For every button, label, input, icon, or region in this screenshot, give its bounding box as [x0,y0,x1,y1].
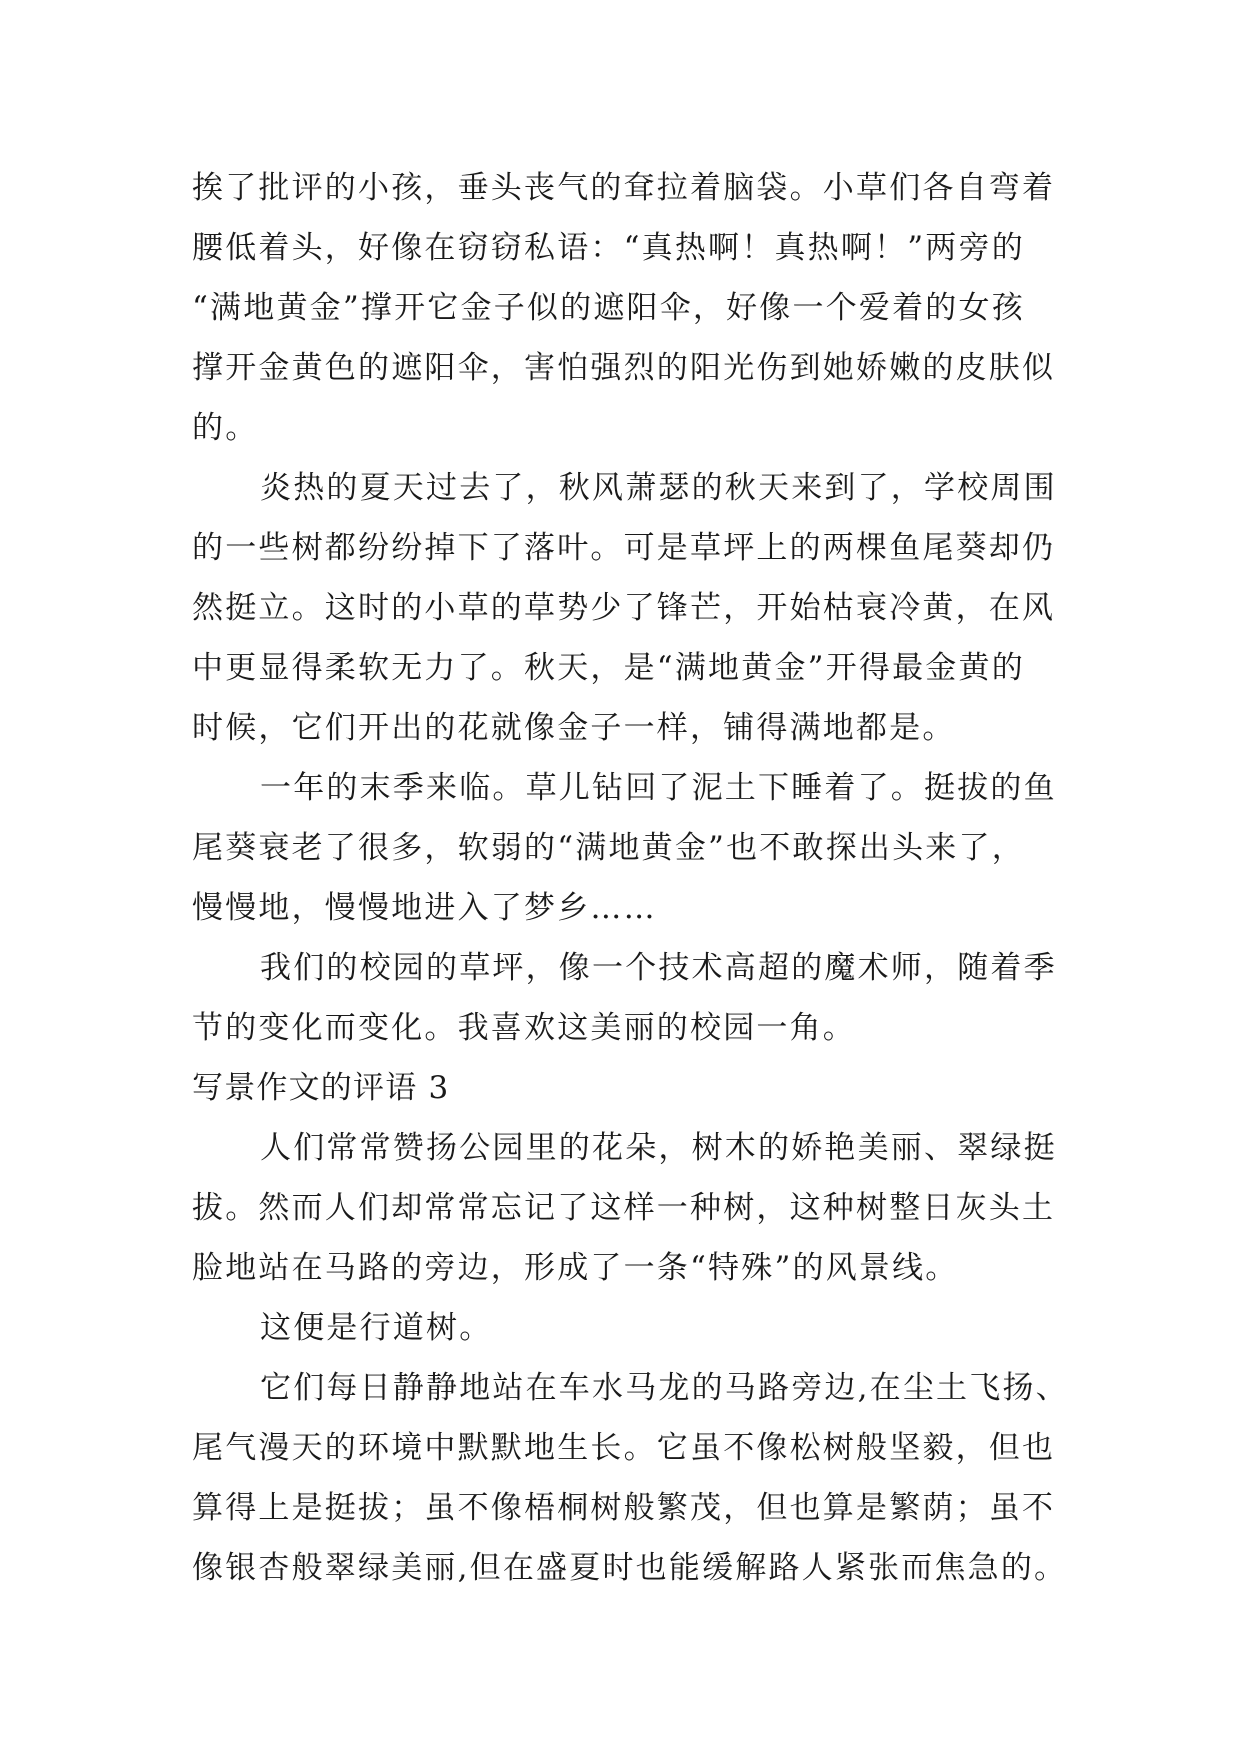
paragraph-line: 算得上是挺拔；虽不像梧桐树般繁茂，但也算是繁荫；虽不 [192,1490,1056,1526]
section-heading: 写景作文的评语 3 [192,1070,450,1106]
paragraph-line: 尾葵衰老了很多，软弱的“满地黄金”也不敢探出头来了， [192,830,1025,866]
paragraph-line: 挨了批评的小孩，垂头丧气的耷拉着脑袋。小草们各自弯着 [192,170,1056,206]
paragraph-line: 人们常常赞扬公园里的花朵，树木的娇艳美丽、翠绿挺 [260,1130,1057,1166]
paragraph-line: 拔。然而人们却常常忘记了这样一种树，这种树整日灰头土 [192,1190,1056,1226]
paragraph-line: 腰低着头，好像在窃窃私语：“真热啊！真热啊！”两旁的 [192,230,1025,266]
paragraph-line: 撑开金黄色的遮阳伞，害怕强烈的阳光伤到她娇嫩的皮肤似 [192,350,1056,386]
paragraph-line: 慢慢地，慢慢地进入了梦乡…… [192,890,657,926]
paragraph-line: 这便是行道树。 [260,1310,493,1346]
paragraph-line: 中更显得柔软无力了。秋天，是“满地黄金”开得最金黄的 [192,650,1025,686]
paragraph-line: 炎热的夏天过去了，秋风萧瑟的秋天来到了，学校周围 [260,470,1057,506]
paragraph-line: 它们每日静静地站在车水马龙的马路旁边,在尘土飞扬、 [260,1370,1069,1406]
paragraph-line: 一年的末季来临。草儿钻回了泥土下睡着了。挺拔的鱼 [260,770,1057,806]
paragraph-line: 尾气漫天的环境中默默地生长。它虽不像松树般坚毅，但也 [192,1430,1056,1466]
paragraph-line: 然挺立。这时的小草的草势少了锋芒，开始枯衰冷黄，在风 [192,590,1056,626]
document-body [192,158,1069,1598]
paragraph-line: 节的变化而变化。我喜欢这美丽的校园一角。 [192,1010,856,1046]
paragraph-line: 的一些树都纷纷掉下了落叶。可是草坪上的两棵鱼尾葵却仍 [192,530,1056,566]
paragraph-line: 像银杏般翠绿美丽,但在盛夏时也能缓解路人紧张而焦急的。 [192,1550,1068,1586]
paragraph-line: 脸地站在马路的旁边，形成了一条“特殊”的风景线。 [192,1250,959,1286]
paragraph-line: 时候，它们开出的花就像金子一样，铺得满地都是。 [192,710,956,746]
paragraph-line: 我们的校园的草坪，像一个技术高超的魔术师，随着季 [260,950,1057,986]
paragraph-line: 的。 [192,410,259,446]
paragraph-line: “满地黄金”撑开它金子似的遮阳伞，好像一个爱着的女孩 [192,290,1025,326]
